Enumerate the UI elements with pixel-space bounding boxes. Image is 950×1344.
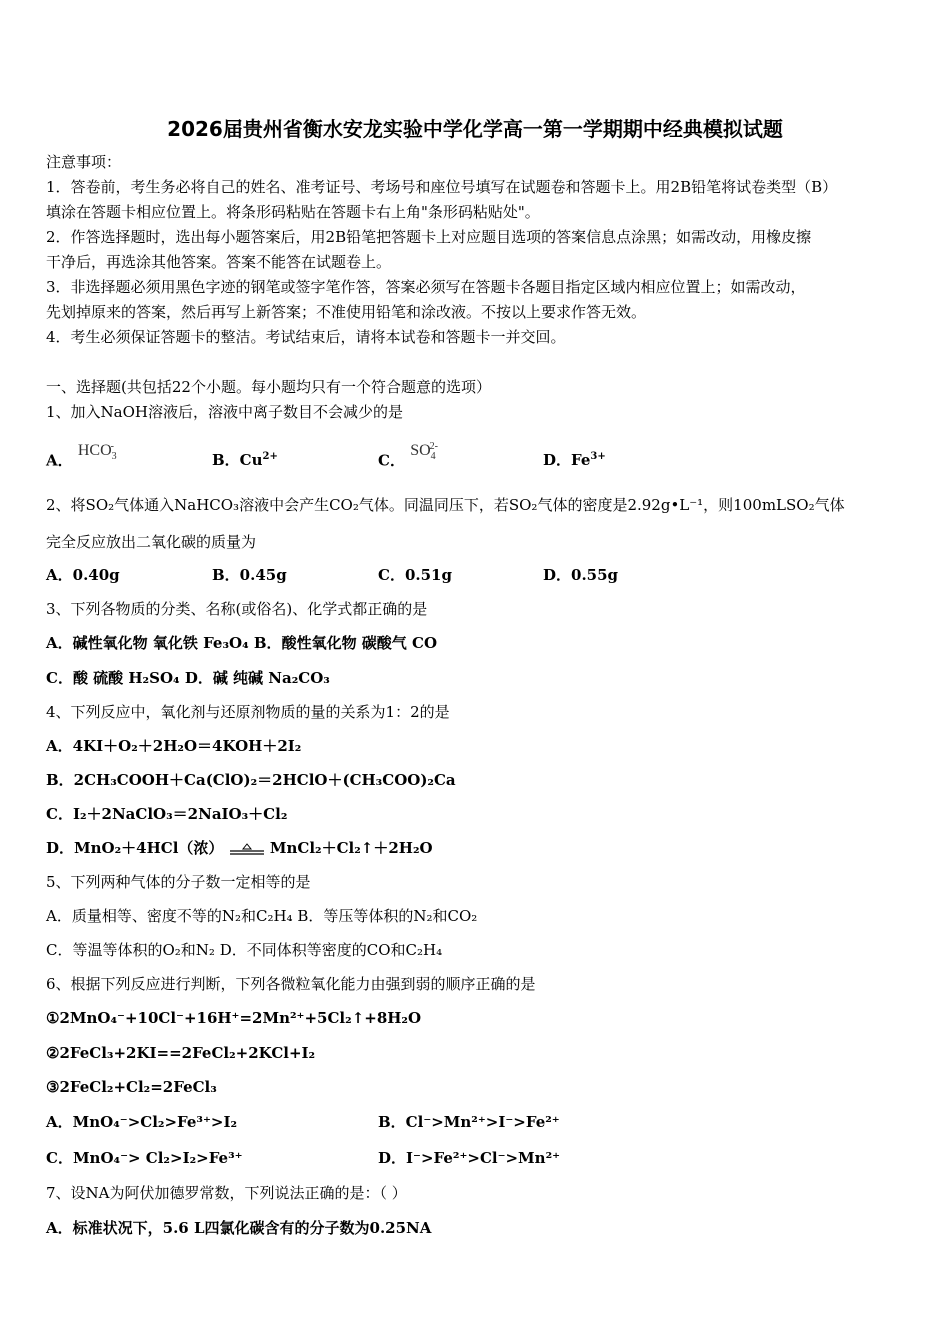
q5-options-cd: C．等温等体积的O₂和N₂ D．不同体积等密度的CO和C₂H₄ [46, 941, 443, 959]
q1-option-b: B．$Cu^{2+}$ [212, 451, 278, 469]
notice-heading: 注意事项： [46, 153, 122, 171]
q4-option-b: B．2CH₃COOH＋Ca(ClO)₂＝2HClO＋(CH₃COO)₂Ca [46, 771, 456, 789]
notice-line-5: 3．非选择题必须用黑色字迹的钢笔或签字笔作答，答案必须写在答题卡各题目指定区域内相应位置上；如需改动， [46, 278, 806, 296]
q2-stem-1: 2、将SO₂气体通入NaHCO₃溶液中会产生CO₂气体。同温同压下，若SO₂气体的密度是2.92g•L⁻¹，则100mLSO₂气体 [46, 496, 845, 514]
q1-option-a [46, 441, 120, 478]
q7-stem: 7、设NA为阿伏加德罗常数，下列说法正确的是：（ ） [46, 1184, 407, 1202]
q6-reaction-2: ②2FeCl₃+2KI==2FeCl₂+2KCl+I₂ [46, 1044, 316, 1062]
notice-line-1: 1．答卷前，考生务必将自己的姓名、准考证号、考场号和座位号填写在试题卷和答题卡上。用2B铅笔将试卷类型（B） [46, 178, 838, 196]
q4-option-d [46, 838, 433, 858]
q6-reaction-1: ①2MnO₄⁻+10Cl⁻+16H⁺=2Mn²⁺+5Cl₂↑+8H₂O [46, 1009, 422, 1027]
q4-option-d-left: D．MnO₂＋4HCl（浓） [46, 839, 224, 857]
notice-line-7: 4．考生必须保证答题卡的整洁。考试结束后，请将本试卷和答题卡一并交回。 [46, 328, 566, 346]
notice-line-2: 填涂在答题卡相应位置上。将条形码粘贴在答题卡右上角"条形码粘贴处"。 [46, 203, 540, 221]
q3-options-cd: C．酸 硫酸 H₂SO₄ D．碱 纯碱 Na₂CO₃ [46, 669, 330, 687]
notice-line-4: 干净后，再选涂其他答案。答案不能答在试题卷上。 [46, 253, 392, 271]
q2-stem-2: 完全反应放出二氧化碳的质量为 [46, 533, 257, 551]
q1-stem: 1、加入NaOH溶液后，溶液中离子数目不会减少的是 [46, 403, 403, 421]
q1-option-a-ion: $HCO_3^-$ [77, 441, 117, 463]
q4-option-a: A．4KI＋O₂＋2H₂O＝4KOH＋2I₂ [46, 737, 302, 755]
q1-option-c-ion: $SO_4^{2-}$ [410, 441, 438, 463]
q1-option-d: D．$Fe^{3+}$ [543, 451, 606, 469]
q4-option-d-right: MnCl₂＋Cl₂↑＋2H₂O [269, 839, 433, 857]
heating-equals-sign-icon [229, 842, 265, 856]
q2-option-c: C．0.51g [378, 566, 452, 584]
q4-stem: 4、下列反应中，氧化剂与还原剂物质的量的关系为1：2的是 [46, 703, 450, 721]
notice-line-3: 2．作答选择题时，选出每小题答案后，用2B铅笔把答题卡上对应题目选项的答案信息点涂黑；如需改动，用橡皮擦 [46, 228, 812, 246]
q4-option-c: C．I₂＋2NaClO₃＝2NaIO₃＋Cl₂ [46, 805, 288, 823]
q2-option-d: D．0.55g [543, 566, 619, 584]
q3-stem: 3、下列各物质的分类、名称(或俗名)、化学式都正确的是 [46, 600, 428, 618]
q5-stem: 5、下列两种气体的分子数一定相等的是 [46, 873, 311, 891]
q2-option-a: A．0.40g [46, 566, 120, 584]
page-title: 2026届贵州省衡水安龙实验中学化学高一第一学期期中经典模拟试题 [167, 117, 783, 141]
q6-option-a: A．MnO₄⁻>Cl₂>Fe³⁺>I₂ [46, 1113, 238, 1131]
q7-option-a: A．标准状况下，5.6 L四氯化碳含有的分子数为0.25NA [46, 1219, 432, 1237]
q6-option-d: D．I⁻>Fe²⁺>Cl⁻>Mn²⁺ [378, 1149, 561, 1167]
q3-options-ab: A．碱性氧化物 氧化铁 Fe₃O₄ B．酸性氧化物 碳酸气 CO [46, 634, 438, 652]
q6-option-b: B．Cl⁻>Mn²⁺>I⁻>Fe²⁺ [378, 1113, 560, 1131]
q6-stem: 6、根据下列反应进行判断，下列各微粒氧化能力由强到弱的顺序正确的是 [46, 975, 536, 993]
q6-reaction-3: ③2FeCl₂+Cl₂=2FeCl₃ [46, 1078, 217, 1096]
section-heading: 一、选择题(共包括22个小题。每小题均只有一个符合题意的选项） [46, 378, 491, 396]
q1-option-c [378, 441, 444, 478]
q6-option-c: C．MnO₄⁻> Cl₂>I₂>Fe³⁺ [46, 1149, 243, 1167]
notice-line-6: 先划掉原来的答案，然后再写上新答案；不准使用铅笔和涂改液。不按以上要求作答无效。 [46, 303, 647, 321]
q2-option-b: B．0.45g [212, 566, 287, 584]
q1-option-a-label: A． [46, 451, 73, 470]
q5-options-ab: A．质量相等、密度不等的N₂和C₂H₄ B．等压等体积的N₂和CO₂ [46, 907, 478, 925]
q1-option-c-label: C． [378, 451, 405, 470]
